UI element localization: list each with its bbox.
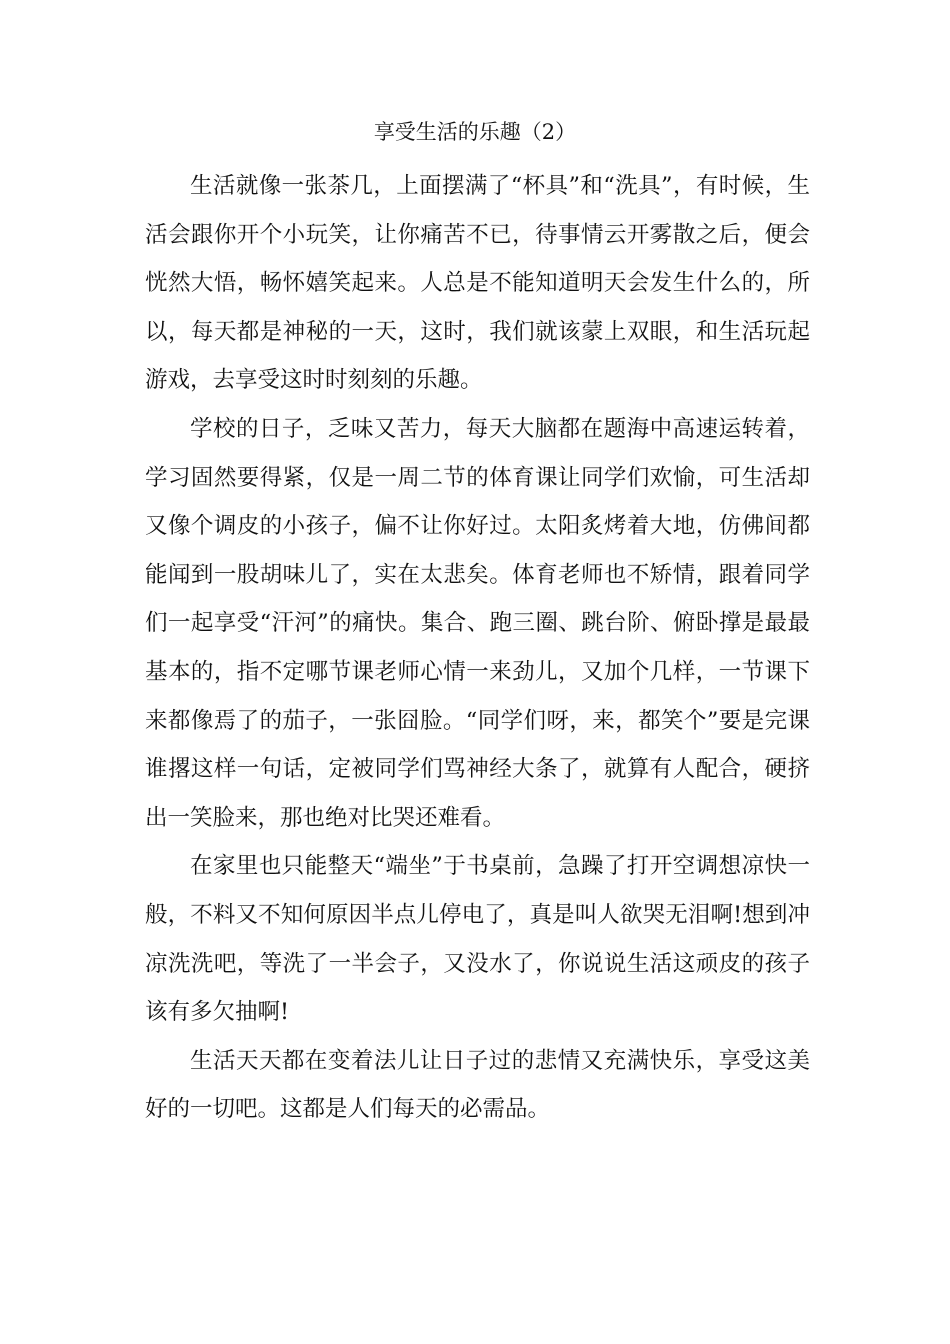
paragraph-4: 生活天天都在变着法儿让日子过的悲情又充满快乐，享受这美好的一切吧。这都是人们每天的必需品。 (145, 1047, 810, 1123)
page-title: 享受生活的乐趣（2） (373, 120, 577, 144)
document-body (145, 162, 810, 1134)
paragraph-3: 在家里也只能整天“端坐”于书桌前，急躁了打开空调想凉快一般，不料又不知何原因半点儿停电了，真是叫人欲哭无泪啊!想到冲凉洗洗吧，等洗了一半会子，又没水了，你说说生活这顽皮的孩子该有多欠抽啊! (145, 853, 810, 1026)
paragraph-2: 学校的日子，乏味又苦力，每天大脑都在题海中高速运转着，学习固然要得紧，仅是一周二节的体育课让同学们欢愉，可生活却又像个调皮的小孩子，偏不让你好过。太阳炙烤着大地，仿佛间都能闻到一股胡味儿了，实在太悲矣。体育老师也不矫情，跟着同学们一起享受“汗河”的痛快。集合、跑三圈、跳台阶、俯卧撑是最最基本的，指不定哪节课老师心情一来劲儿，又加个几样，一节课下来都像焉了的茄子，一张囧脸。“同学们呀，来，都笑个”要是完课谁撂这样一句话，定被同学们骂神经大条了，就算有人配合，硬挤出一笑脸来，那也绝对比哭还难看。 (145, 415, 810, 831)
paragraph-1: 生活就像一张茶几，上面摆满了“杯具”和“洗具”，有时候，生活会跟你开个小玩笑，让你痛苦不已，待事情云开雾散之后，便会恍然大悟，畅怀嬉笑起来。人总是不能知道明天会发生什么的，所以，每天都是神秘的一天，这时，我们就该蒙上双眼，和生活玩起游戏，去享受这时时刻刻的乐趣。 (145, 173, 810, 394)
